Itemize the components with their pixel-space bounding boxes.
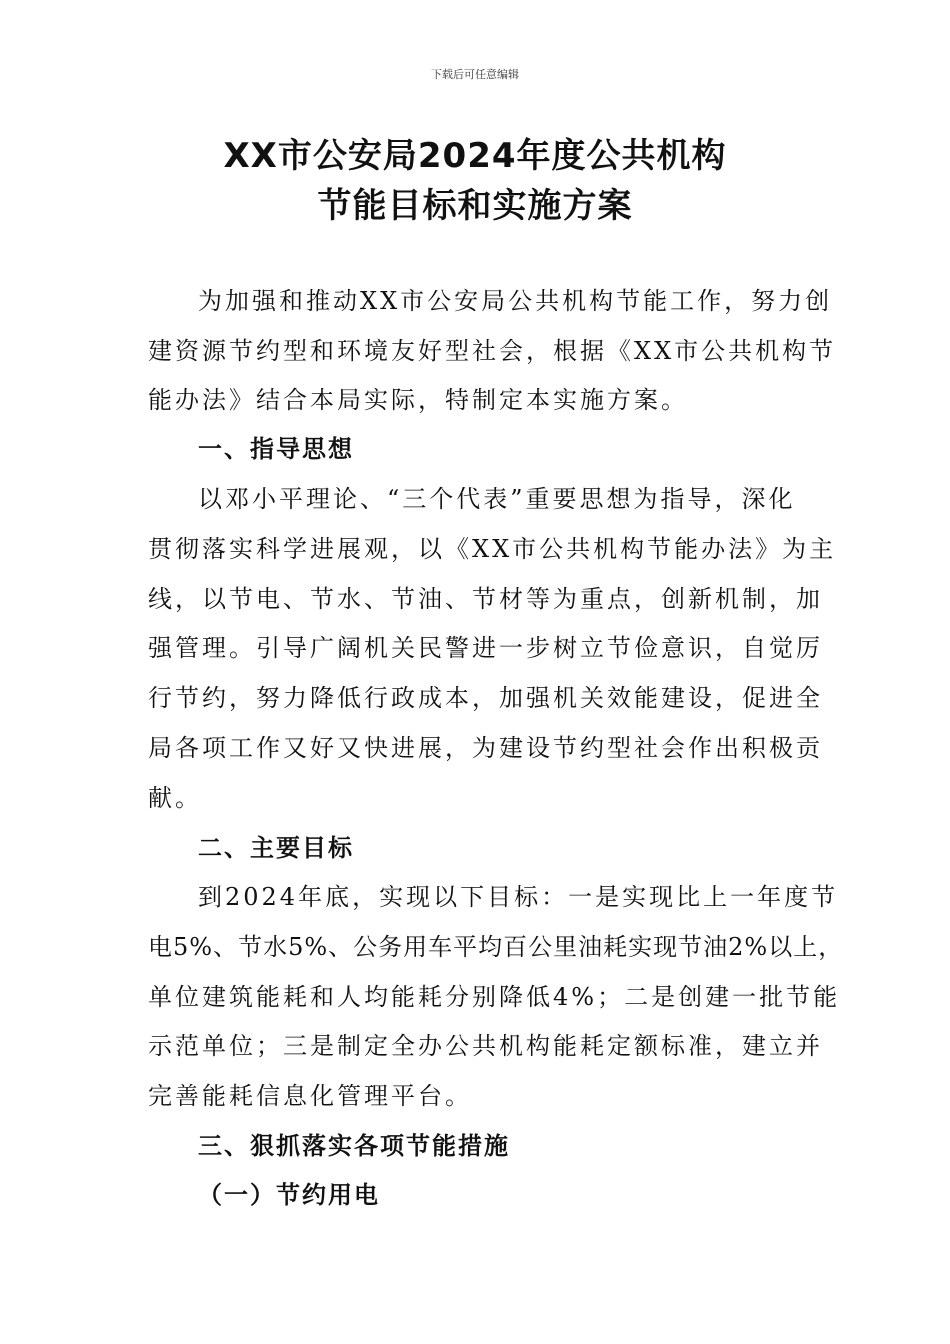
paragraph-line: 单位建筑能耗和人均能耗分别降低4%；二是创建一批节能 — [148, 983, 841, 1011]
document-title-line-1: XX市公安局2024年度公共机构 — [223, 136, 727, 176]
paragraph-line: 贯彻落实科学进展观，以《XX市公共机构节能办法》为主 — [148, 535, 837, 563]
paragraph-line: 以邓小平理论、“三个代表”重要思想为指导，深化 — [198, 485, 796, 513]
section-heading: 二、主要目标 — [198, 834, 354, 862]
intro-line: 为加强和推动XX市公安局公共机构节能工作，努力创 — [198, 287, 833, 315]
paragraph-line: 强管理。引导广阔机关民警进一步树立节俭意识，自觉厉 — [148, 634, 823, 662]
paragraph-line: 示范单位；三是制定全办公共机构能耗定额标准，建立并 — [148, 1032, 823, 1060]
paragraph-line: 献。 — [148, 784, 202, 812]
paragraph-line: 完善能耗信息化管理平台。 — [148, 1082, 472, 1110]
section-heading: 三、狠抓落实各项节能措施 — [198, 1132, 510, 1160]
document-title-line-2: 节能目标和实施方案 — [317, 186, 633, 226]
subsection-heading: （一）节约用电 — [198, 1181, 380, 1209]
paragraph-line: 行节约，努力降低行政成本，加强机关效能建设，促进全 — [148, 684, 823, 712]
paragraph-line: 电5%、节水5%、公务用车平均百公里油耗实现节油2%以上， — [148, 933, 844, 961]
intro-line: 建资源节约型和环境友好型社会，根据《XX市公共机构节 — [148, 337, 837, 365]
paragraph-line: 局各项工作又好又快进展，为建设节约型社会作出积极贡 — [148, 734, 823, 762]
paragraph-line: 到2024年底，实现以下目标：一是实现比上一年度节 — [198, 883, 839, 911]
section-heading: 一、指导思想 — [198, 435, 354, 463]
paragraph-line: 线，以节电、节水、节油、节材等为重点，创新机制，加 — [148, 585, 823, 613]
header-note: 下载后可任意编辑 — [431, 68, 519, 81]
intro-line: 能办法》结合本局实际，特制定本实施方案。 — [148, 386, 688, 414]
